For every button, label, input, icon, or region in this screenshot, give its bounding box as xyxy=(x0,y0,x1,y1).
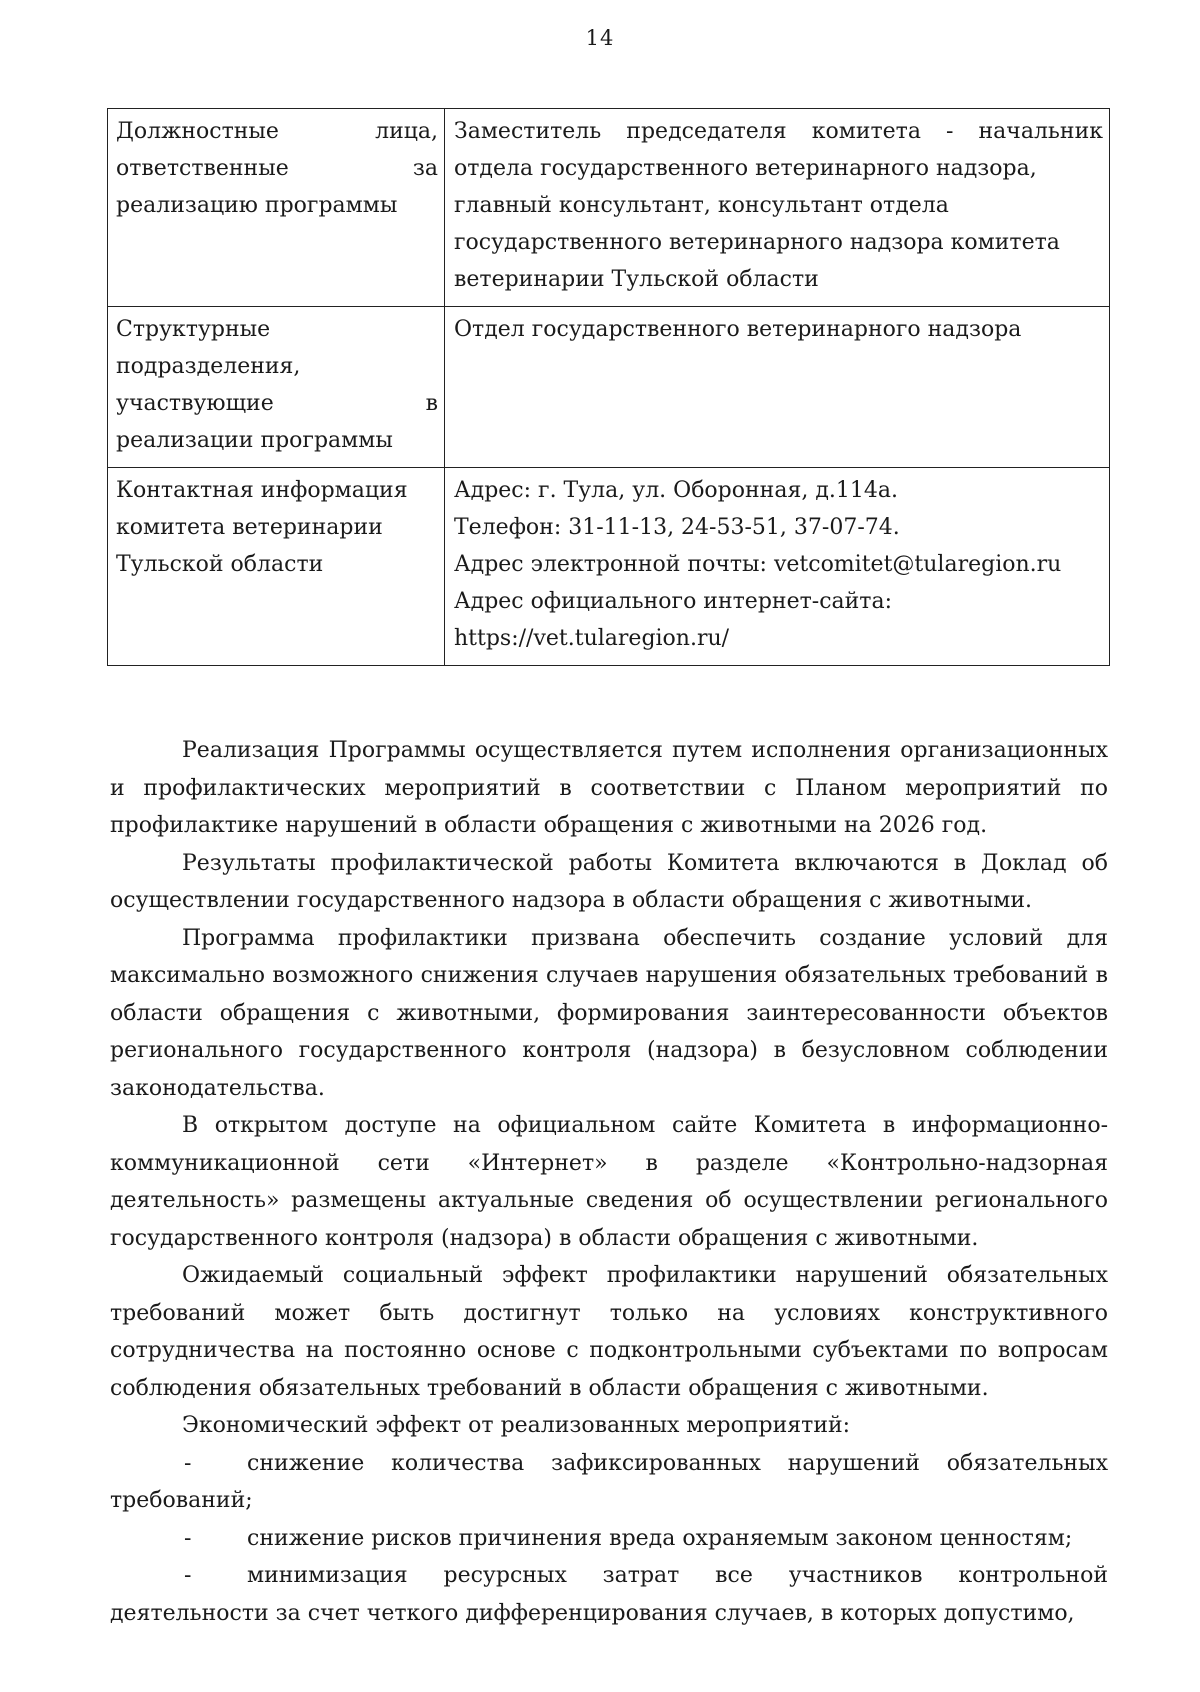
bullet-dash: - xyxy=(184,1563,192,1588)
body-paragraph: Программа профилактики призвана обеспечить создание условий для максимально возможного снижения случаев нарушения обязательных требований в области обращения с животными, формирования заинтересованности объектов регионального государственного контроля (надзора) в безусловном соблюдении законодательства. xyxy=(110,925,1108,1101)
table-label-line: ответственные за xyxy=(116,156,438,181)
table-value-line: главный консультант, консультант отдела xyxy=(454,193,949,218)
table-label-line: Тульской области xyxy=(116,552,324,577)
bullet-item xyxy=(110,1520,1108,1558)
table-value-line: Отдел государственного ветеринарного надзора xyxy=(454,317,1022,342)
table-label-line: реализацию программы xyxy=(116,193,398,218)
table-value-cell xyxy=(445,468,1110,666)
table-label-cell xyxy=(108,468,445,666)
bullet-text: снижение рисков причинения вреда охраняемым законом ценностям; xyxy=(247,1525,1073,1551)
bullet-item xyxy=(110,1557,1108,1632)
body-paragraph: В открытом доступе на официальном сайте Комитета в информационно-коммуникационной сети «Интернет» в разделе «Контрольно-надзорная деятельность» размещены актуальные сведения об осуществлении регионального государственного контроля (надзора) в области обращения с животными. xyxy=(110,1113,1108,1251)
table-row xyxy=(108,109,1110,307)
table-value-line: https://vet.tularegion.ru/ xyxy=(454,626,730,651)
table-value-cell xyxy=(445,109,1110,307)
bullet-text: снижение количества зафиксированных нарушений обязательных требований; xyxy=(110,1450,1108,1513)
table-label-line: реализации программы xyxy=(116,428,393,453)
table-value-line: отдела государственного ветеринарного надзора, xyxy=(454,156,1037,181)
body-text xyxy=(110,732,1108,1632)
body-paragraph: Экономический эффект от реализованных мероприятий: xyxy=(182,1413,851,1438)
table-label-cell xyxy=(108,307,445,468)
table-label-line: Должностные лица, xyxy=(116,119,438,144)
table-label-line: Структурные xyxy=(116,317,271,342)
table-label-line: подразделения, xyxy=(116,354,301,379)
body-paragraph: Реализация Программы осуществляется путем исполнения организационных и профилактических мероприятий в соответствии с Планом мероприятий по профилактике нарушений в области обращения с животными на 2026 год. xyxy=(110,738,1108,838)
bullet-dash: - xyxy=(184,1525,192,1551)
table-value-line: Адрес официального интернет-сайта: xyxy=(454,589,892,614)
table-value-line: Заместитель председателя комитета - начальник xyxy=(454,119,1103,144)
table-label-cell xyxy=(108,109,445,307)
body-paragraph: Ожидаемый социальный эффект профилактики нарушений обязательных требований может быть достигнут только на условиях конструктивного сотрудничества на постоянно основе с подконтрольными субъектами по вопросам соблюдения обязательных требований в области обращения с животными. xyxy=(110,1263,1108,1401)
table-row xyxy=(108,468,1110,666)
table-label-line: Контактная информация xyxy=(116,478,408,503)
table-label-line: участвующие в xyxy=(116,391,438,416)
bullet-item xyxy=(110,1445,1108,1520)
bullet-text: минимизация ресурсных затрат все участников контрольной деятельности за счет четкого дифференцирования случаев, в которых допустимо, xyxy=(110,1563,1108,1626)
table-value-line: государственного ветеринарного надзора комитета xyxy=(454,230,1060,255)
table-label-line: комитета ветеринарии xyxy=(116,515,383,540)
program-info-table xyxy=(107,108,1110,666)
table-row xyxy=(108,307,1110,468)
table-value-line: Адрес: г. Тула, ул. Оборонная, д.114а. xyxy=(454,478,898,503)
table-value-line: ветеринарии Тульской области xyxy=(454,267,819,292)
table-value-line: Телефон: 31-11-13, 24-53-51, 37-07-74. xyxy=(454,515,900,540)
bullet-dash: - xyxy=(184,1450,192,1476)
body-paragraph: Результаты профилактической работы Комитета включаются в Доклад об осуществлении государственного надзора в области обращения с животными. xyxy=(110,850,1108,913)
page-number: 14 xyxy=(585,26,615,50)
table-value-line: Адрес электронной почты: vetcomitet@tularegion.ru xyxy=(454,552,1062,577)
table-value-cell xyxy=(445,307,1110,468)
